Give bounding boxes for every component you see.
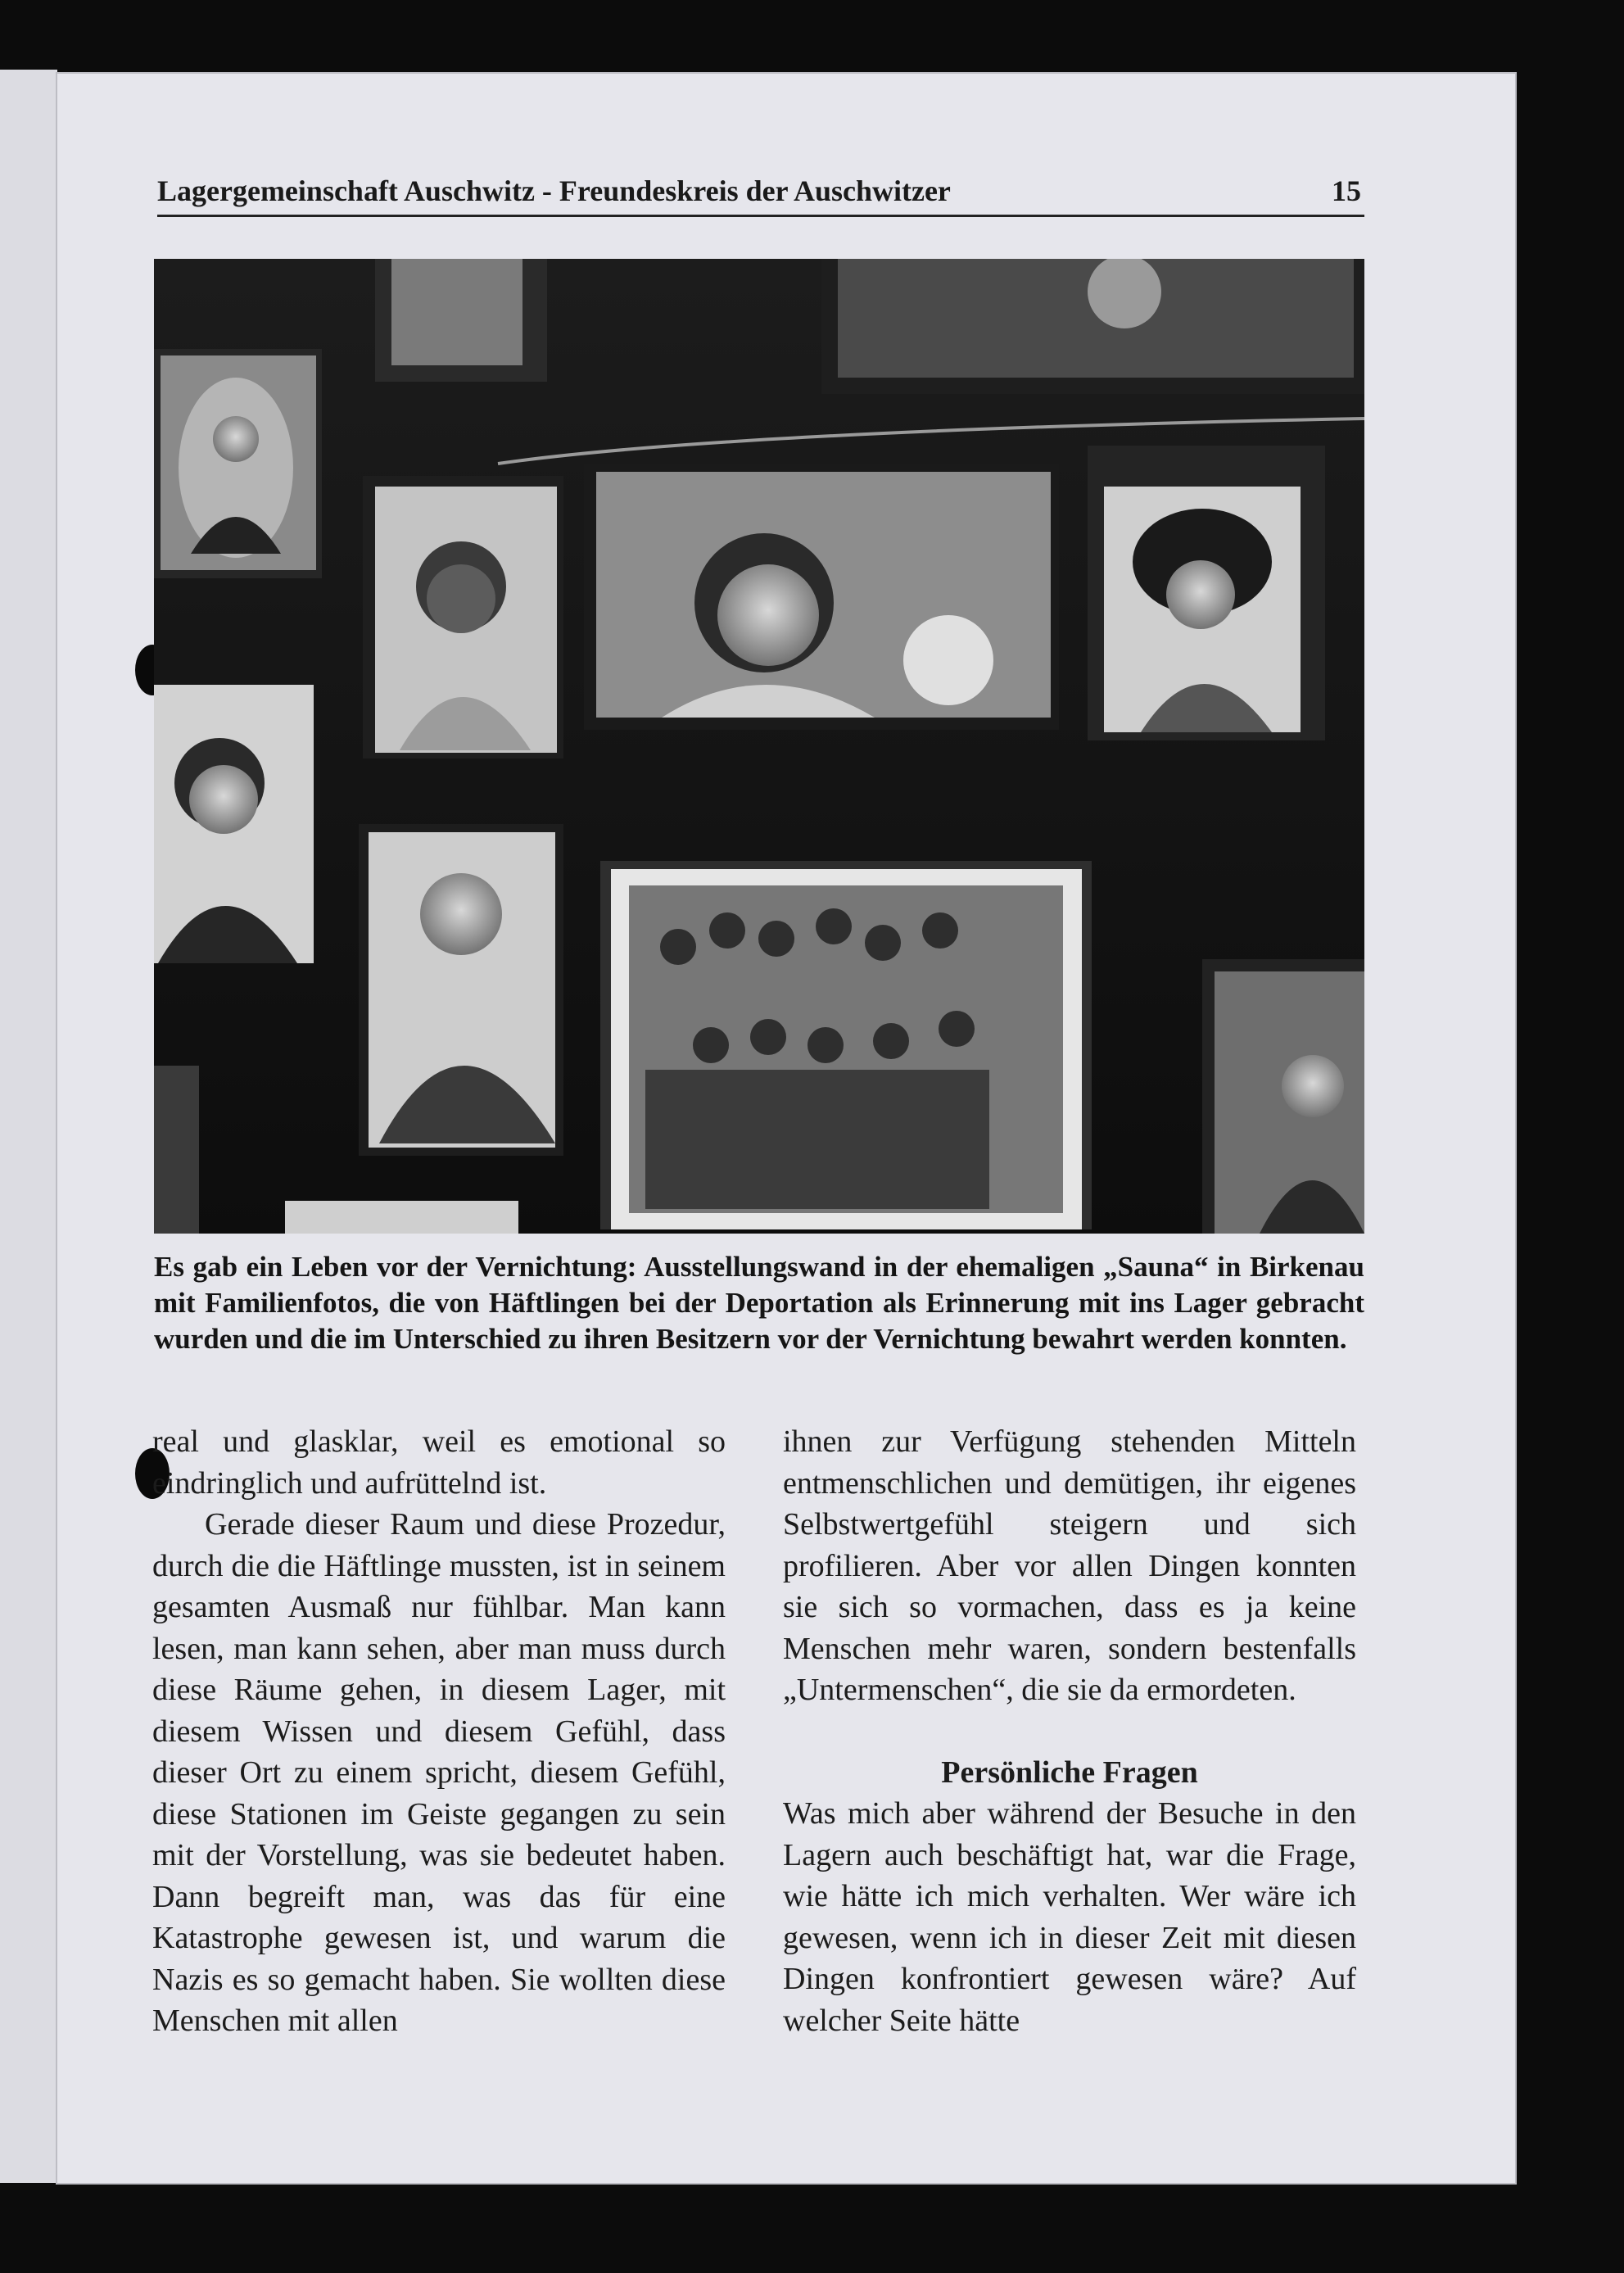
text-column-right [783,1421,1356,2041]
text-column-left [152,1421,726,2042]
paragraph: ihnen zur Verfügung stehenden Mitteln entmenschlichen und demütigen, ihr eigenes Selbstwertgefühl steigern und sich profilieren. Aber vor allen Dingen konnten sie sich so vormachen, dass es ja keine Menschen mehr waren, sondern bestenfalls „Untermenschen“, die sie da ermordeten. [783,1424,1356,1707]
page-header [157,172,1364,217]
paragraph: real und glasklar, weil es emotional so eindringlich und aufrüttelnd ist. [152,1424,726,1501]
section-heading: Persönliche Fragen [941,1755,1198,1790]
paragraph: Was mich aber während der Besuche in den Lagern auch beschäftigt hat, war die Frage, wie hätte ich mich verhalten. Wer wäre ich gewesen, wenn ich in dieser Zeit mit diesen Dingen konfrontiert gewesen wäre? Auf welcher Seite hätte [783,1796,1356,2038]
exhibition-photo [154,259,1364,1234]
photo-caption: Es gab ein Leben vor der Vernichtung: Ausstellungswand in der ehemaligen „Sauna“ in Birkenau mit Familienfotos, die von Häftlingen bei der Deportation als Erinnerung mit ins Lager gebracht wurden und die im Unterschied zu ihren Besitzern vor der Vernichtung bewahrt werden konnten. [154,1251,1364,1355]
header-title: Lagergemeinschaft Auschwitz - Freundeskreis der Auschwitzer [157,174,951,207]
photo-wall-icon [154,259,1364,1234]
page-number: 15 [1332,174,1361,207]
paragraph: Gerade dieser Raum und diese Prozedur, durch die die Häftlinge mussten, ist in seinem gesamten Ausmaß nur fühlbar. Man kann lesen, man kann sehen, aber man muss durch diese Räume gehen, in diesem Lager, mit diesem Wissen und diesem Gefühl, dass dieser Ort zu einem spricht, diesem Gefühl, diese Stationen im Geiste gegangen zu sein mit der Vorstellung, was sie bedeutet haben. Dann begreift man, was das für eine Katastrophe gewesen ist, und warum die Nazis es so gemacht haben. Sie wollten diese Menschen mit allen [152,1507,726,2038]
previous-page-edge [0,70,57,2183]
